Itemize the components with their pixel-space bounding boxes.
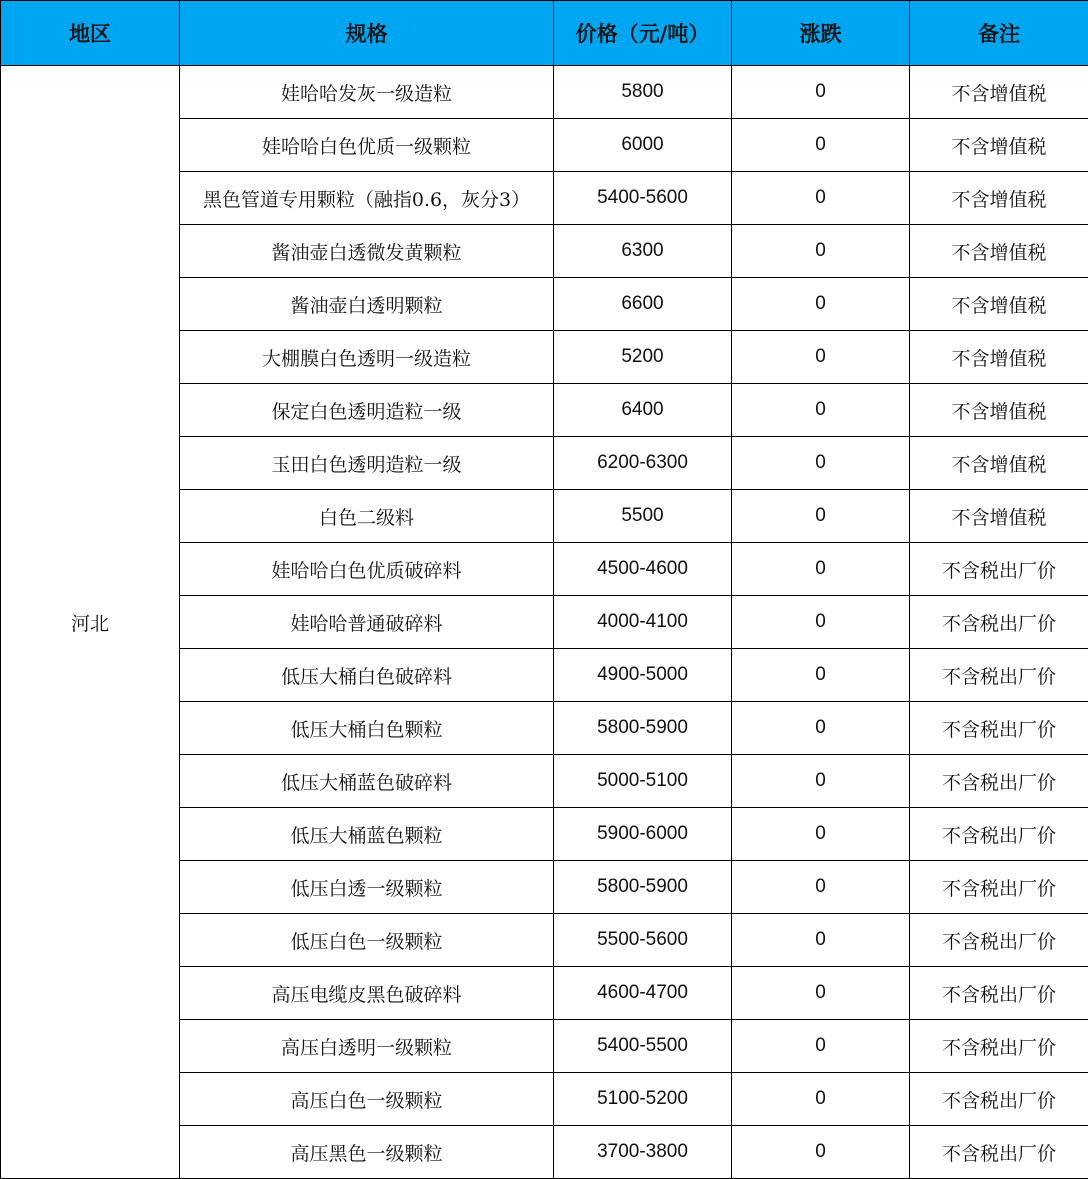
change-cell: 0 — [732, 66, 910, 119]
price-cell: 4500-4600 — [554, 543, 732, 596]
price-cell: 5800 — [554, 66, 732, 119]
note-cell: 不含增值税 — [910, 278, 1088, 331]
spec-cell: 白色二级料 — [180, 490, 554, 543]
note-cell: 不含税出厂价 — [910, 649, 1088, 702]
spec-cell: 高压黑色一级颗粒 — [180, 1126, 554, 1179]
header-row — [1, 1, 1088, 66]
spec-cell: 大棚膜白色透明一级造粒 — [180, 331, 554, 384]
note-cell: 不含增值税 — [910, 490, 1088, 543]
spec-cell: 娃哈哈白色优质破碎料 — [180, 543, 554, 596]
price-cell: 5800-5900 — [554, 861, 732, 914]
spec-cell: 娃哈哈发灰一级造粒 — [180, 66, 554, 119]
price-cell: 4900-5000 — [554, 649, 732, 702]
price-cell: 3700-3800 — [554, 1126, 732, 1179]
spec-cell: 高压电缆皮黑色破碎料 — [180, 967, 554, 1020]
change-cell: 0 — [732, 278, 910, 331]
change-cell: 0 — [732, 596, 910, 649]
note-cell: 不含税出厂价 — [910, 1073, 1088, 1126]
table-body — [1, 66, 1088, 1179]
spec-cell: 低压白色一级颗粒 — [180, 914, 554, 967]
note-cell: 不含增值税 — [910, 384, 1088, 437]
spec-cell: 低压大桶白色颗粒 — [180, 702, 554, 755]
price-cell: 5400-5500 — [554, 1020, 732, 1073]
spec-cell: 保定白色透明造粒一级 — [180, 384, 554, 437]
change-cell: 0 — [732, 861, 910, 914]
note-cell: 不含税出厂价 — [910, 808, 1088, 861]
note-cell: 不含税出厂价 — [910, 914, 1088, 967]
change-cell: 0 — [732, 437, 910, 490]
spec-cell: 高压白色一级颗粒 — [180, 1073, 554, 1126]
price-cell: 4600-4700 — [554, 967, 732, 1020]
note-cell: 不含税出厂价 — [910, 755, 1088, 808]
note-cell: 不含税出厂价 — [910, 702, 1088, 755]
note-cell: 不含增值税 — [910, 437, 1088, 490]
price-cell: 5400-5600 — [554, 172, 732, 225]
change-cell: 0 — [732, 649, 910, 702]
price-cell: 6400 — [554, 384, 732, 437]
note-cell: 不含税出厂价 — [910, 1126, 1088, 1179]
header-change: 涨跌 — [732, 1, 910, 66]
change-cell: 0 — [732, 755, 910, 808]
table-row — [1, 66, 1088, 119]
change-cell: 0 — [732, 490, 910, 543]
spec-cell: 娃哈哈白色优质一级颗粒 — [180, 119, 554, 172]
price-cell: 5900-6000 — [554, 808, 732, 861]
change-cell: 0 — [732, 702, 910, 755]
note-cell: 不含增值税 — [910, 225, 1088, 278]
header-price: 价格（元/吨） — [554, 1, 732, 66]
spec-cell: 低压大桶蓝色破碎料 — [180, 755, 554, 808]
change-cell: 0 — [732, 172, 910, 225]
note-cell: 不含税出厂价 — [910, 596, 1088, 649]
price-cell: 4000-4100 — [554, 596, 732, 649]
price-cell: 5800-5900 — [554, 702, 732, 755]
spec-cell: 低压大桶白色破碎料 — [180, 649, 554, 702]
price-cell: 6000 — [554, 119, 732, 172]
price-cell: 5200 — [554, 331, 732, 384]
spec-cell: 娃哈哈普通破碎料 — [180, 596, 554, 649]
change-cell: 0 — [732, 119, 910, 172]
price-cell: 6600 — [554, 278, 732, 331]
note-cell: 不含税出厂价 — [910, 1020, 1088, 1073]
spec-cell: 低压大桶蓝色颗粒 — [180, 808, 554, 861]
spec-cell: 低压白透一级颗粒 — [180, 861, 554, 914]
note-cell: 不含税出厂价 — [910, 967, 1088, 1020]
note-cell: 不含增值税 — [910, 331, 1088, 384]
change-cell: 0 — [732, 331, 910, 384]
change-cell: 0 — [732, 1020, 910, 1073]
header-spec: 规格 — [180, 1, 554, 66]
change-cell: 0 — [732, 384, 910, 437]
change-cell: 0 — [732, 914, 910, 967]
spec-cell: 玉田白色透明造粒一级 — [180, 437, 554, 490]
note-cell: 不含税出厂价 — [910, 861, 1088, 914]
price-cell: 5100-5200 — [554, 1073, 732, 1126]
header-region: 地区 — [1, 1, 180, 66]
spec-cell: 黑色管道专用颗粒（融指0.6，灰分3） — [180, 172, 554, 225]
spec-cell: 酱油壶白透明颗粒 — [180, 278, 554, 331]
change-cell: 0 — [732, 967, 910, 1020]
spec-cell: 酱油壶白透微发黄颗粒 — [180, 225, 554, 278]
note-cell: 不含税出厂价 — [910, 543, 1088, 596]
region-cell: 河北 — [1, 66, 180, 1179]
price-cell: 5500 — [554, 490, 732, 543]
change-cell: 0 — [732, 225, 910, 278]
change-cell: 0 — [732, 808, 910, 861]
header-note: 备注 — [910, 1, 1088, 66]
price-cell: 5000-5100 — [554, 755, 732, 808]
change-cell: 0 — [732, 1073, 910, 1126]
change-cell: 0 — [732, 543, 910, 596]
price-cell: 6200-6300 — [554, 437, 732, 490]
price-cell: 5500-5600 — [554, 914, 732, 967]
price-cell: 6300 — [554, 225, 732, 278]
spec-cell: 高压白透明一级颗粒 — [180, 1020, 554, 1073]
note-cell: 不含增值税 — [910, 172, 1088, 225]
change-cell: 0 — [732, 1126, 910, 1179]
note-cell: 不含增值税 — [910, 66, 1088, 119]
note-cell: 不含增值税 — [910, 119, 1088, 172]
